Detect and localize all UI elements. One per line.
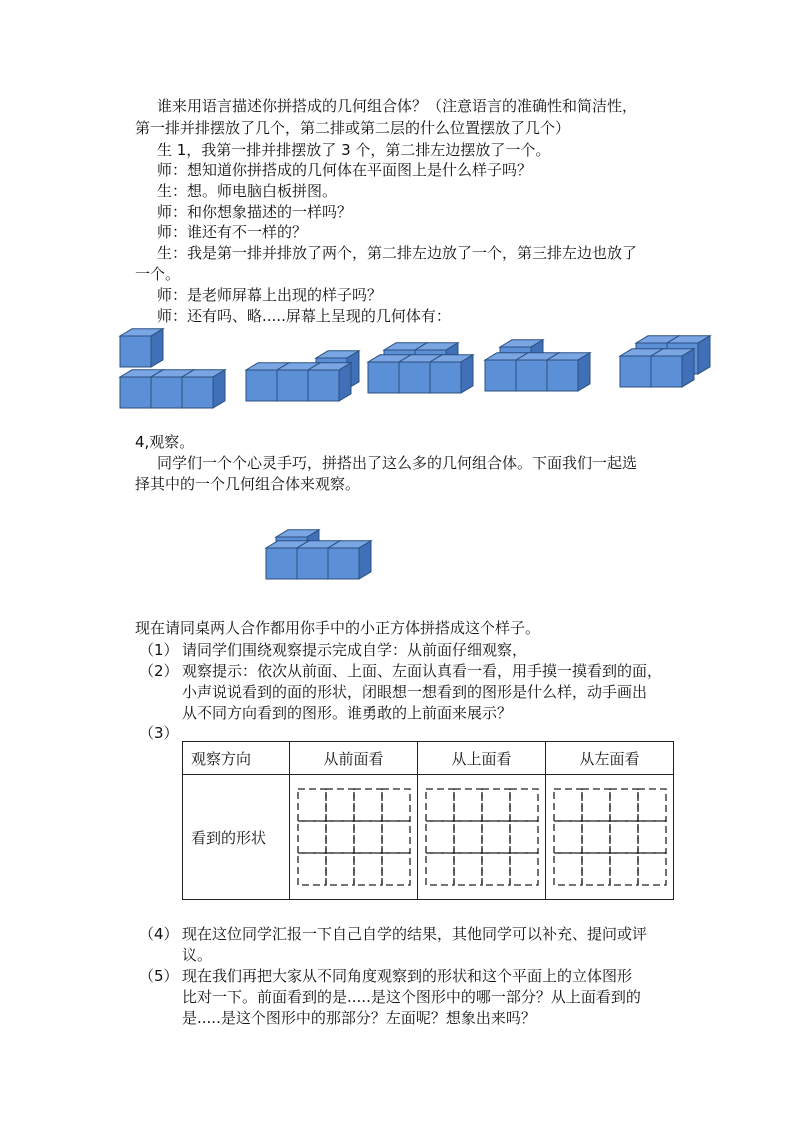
grid-cell [582,789,610,821]
observation-table [182,741,674,900]
grid-cell [354,821,382,853]
grid-cell [554,789,582,821]
step-5-line-2: 比对一下。前面看到的是.....是这个图形中的哪一部分？从上面看到的 [182,988,641,1006]
step-5-line-3: 是.....是这个图形中的那部分？左面呢？想象出来吗？ [182,1009,536,1027]
grid-cell [482,789,510,821]
step-5-num: （5） [139,967,179,985]
grid-cell [454,789,482,821]
grid-cell [426,853,454,885]
intro-line-11: 师：还有吗、略.....屏幕上呈现的几何体有： [157,307,451,325]
grid-cell [354,853,382,885]
drawing-grid-left[interactable] [546,775,674,900]
grid-cell [298,853,326,885]
grid-cell [510,821,538,853]
step-4-line-1: 现在这位同学汇报一下自己自学的结果，其他同学可以补充、提问或评 [182,925,648,943]
grid-cell [298,821,326,853]
grid-cell [582,853,610,885]
intro-line-7: 师：谁还有不一样的？ [157,223,308,241]
grid-cell [354,789,382,821]
step-1-num: （1） [139,641,179,659]
intro-line-6: 师：和你想象描述的一样吗？ [157,203,353,221]
step-4-num: （4） [139,925,179,943]
grid-cell [454,853,482,885]
step-2-line-2: 小声说说看到的面的形状，闭眼想一想看到的图形是什么样，动手画出 [182,683,648,701]
cube-front-face [266,548,297,579]
grid-cell [554,853,582,885]
table-row-label: 看到的形状 [183,775,290,900]
intro-line-1: 谁来用语言描述你拼搭成的几何组合体？（注意语言的准确性和简洁性， [157,97,638,115]
grid-cell [638,853,666,885]
grid-cell [426,789,454,821]
step-1-line-1: 请同学们围绕观察提示完成自学：从前面仔细观察， [182,641,528,659]
intro-line-8: 生：我是第一排并排放了两个，第二排左边放了一个，第三排左边也放了 [157,244,638,262]
grid-cell [610,853,638,885]
grid-cell [582,821,610,853]
table-header-direction: 观察方向 [183,742,290,775]
step-3-num: （3） [139,724,179,742]
intro-line-10: 师：是老师屏幕上出现的样子吗？ [157,286,383,304]
step-2-line-3: 从不同方向看到的图形。谁勇敢的上前面来展示？ [182,704,513,722]
intro-line-4: 师：想知道你拼搭成的几何体在平面图上是什么样子吗？ [157,161,533,179]
intro-line-2: 第一排并排摆放了几个，第二排或第二层的什么位置摆放了几个） [135,119,571,137]
grid-cell [610,789,638,821]
table-header-left: 从左面看 [546,742,674,775]
drawing-grid-top[interactable] [418,775,546,900]
intro-line-5: 生：想。师电脑白板拼图。 [157,182,338,200]
grid-cell [426,821,454,853]
grid-cell [382,853,410,885]
grid-cell [382,821,410,853]
cube-front-face [328,548,359,579]
step-4-line-2: 议。 [182,946,213,964]
grid-cell [326,821,354,853]
grid-cell [510,789,538,821]
step-2-line-1: 观察提示：依次从前面、上面、左面认真看一看，用手摸一摸看到的面， [182,662,663,680]
intro-line-9: 一个。 [135,265,181,283]
cube-front-face [297,548,328,579]
grid-cell [510,853,538,885]
table-header-front: 从前面看 [290,742,418,775]
grid-cell [298,789,326,821]
drawing-grid-front[interactable] [290,775,418,900]
section-4-para-1: 同学们一个个心灵手巧，拼搭出了这么多的几何组合体。下面我们一起选 [157,454,638,472]
table-header-top: 从上面看 [418,742,546,775]
grid-cell [638,789,666,821]
grid-cell [482,853,510,885]
step-2-num: （2） [139,662,179,680]
grid-cell [638,821,666,853]
section-4-heading: 4,观察。 [135,433,195,451]
section-4-para-2: 择其中的一个几何组合体来观察。 [135,475,361,493]
grid-cell [610,821,638,853]
instruction-line: 现在请同桌两人合作都用你手中的小正方体拼搭成这个样子。 [135,619,541,637]
grid-cell [326,853,354,885]
grid-cell [554,821,582,853]
cube-side-face [359,541,371,579]
grid-cell [326,789,354,821]
grid-cell [454,821,482,853]
intro-line-3: 生 1，我第一排并排摆放了 3 个，第二排左边摆放了一个。 [157,141,551,159]
grid-cell [382,789,410,821]
step-5-line-1: 现在我们再把大家从不同角度观察到的形状和这个平面上的立体图形 [182,967,633,985]
grid-cell [482,821,510,853]
